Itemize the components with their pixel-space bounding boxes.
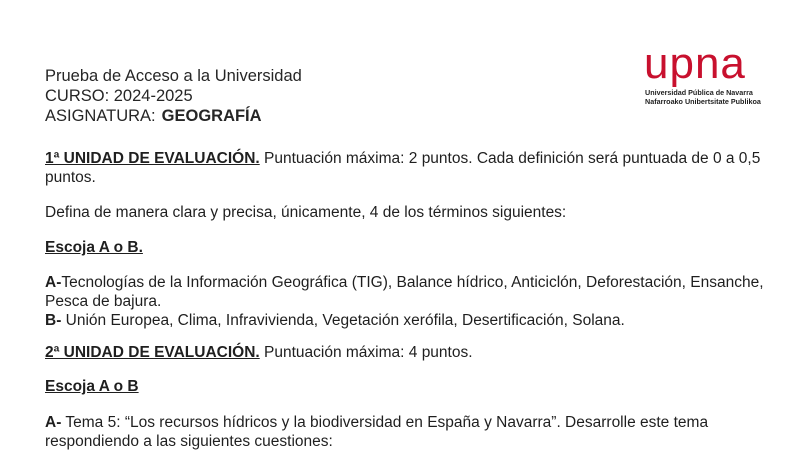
- unit1-choose-label: Escoja A o B.: [45, 239, 143, 256]
- unit1-option-b: [45, 311, 765, 330]
- unit1-instruction: Defina de manera clara y precisa, únicamente, 4 de los términos siguientes:: [45, 204, 567, 221]
- logo-university-name-es: Universidad Pública de Navarra: [645, 88, 753, 97]
- upna-logo: [644, 39, 764, 112]
- unit1-scoring: Puntuación máxima: 2 puntos. Cada definición será puntuada de 0 a 0,5 puntos.: [45, 150, 761, 186]
- unit2-option-a: [45, 413, 765, 450]
- unit1-option-b-label: B-: [45, 312, 62, 329]
- unit1-option-a: [45, 273, 765, 311]
- logo-wordmark: upna: [644, 39, 746, 88]
- unit2-scoring: Puntuación máxima: 4 puntos.: [259, 344, 473, 361]
- unit1-option-a-text: Tecnologías de la Información Geográfica (TIG), Balance hídrico, Anticiclón, Deforestación, Ensanche, Pesca de bajura.: [45, 274, 764, 310]
- unit2-choose-label: Escoja A o B: [45, 378, 139, 395]
- unit2-option-a-text: Tema 5: “Los recursos hídricos y la biodiversidad en España y Navarra”. Desarrolle este tema respondiendo a las siguientes cuestiones:: [45, 414, 709, 450]
- unit1-title: 1ª UNIDAD DE EVALUACIÓN.: [45, 150, 260, 167]
- exam-title: Prueba de Acceso a la Universidad: [45, 67, 302, 85]
- unit2-choose: [45, 377, 765, 396]
- unit1-choose: [45, 238, 765, 257]
- unit2-option-a-label: A-: [45, 414, 62, 431]
- unit2-heading-paragraph: [45, 343, 765, 362]
- course-year: CURSO: 2024-2025: [45, 87, 193, 105]
- subject-line: [45, 106, 302, 126]
- unit1-option-a-label: A-: [45, 274, 62, 291]
- subject-label: ASIGNATURA:: [45, 107, 156, 125]
- unit2-title: 2ª UNIDAD DE EVALUACIÓN.: [45, 344, 260, 361]
- subject-value: GEOGRAFÍA: [161, 107, 262, 125]
- exam-header: [45, 66, 302, 126]
- unit1-option-b-text: Unión Europea, Clima, Infravivienda, Vegetación xerófila, Desertificación, Solana.: [61, 312, 625, 329]
- unit1-heading-paragraph: [45, 149, 765, 187]
- logo-university-name-eu: Nafarroako Unibertsitate Publikoa: [645, 97, 761, 106]
